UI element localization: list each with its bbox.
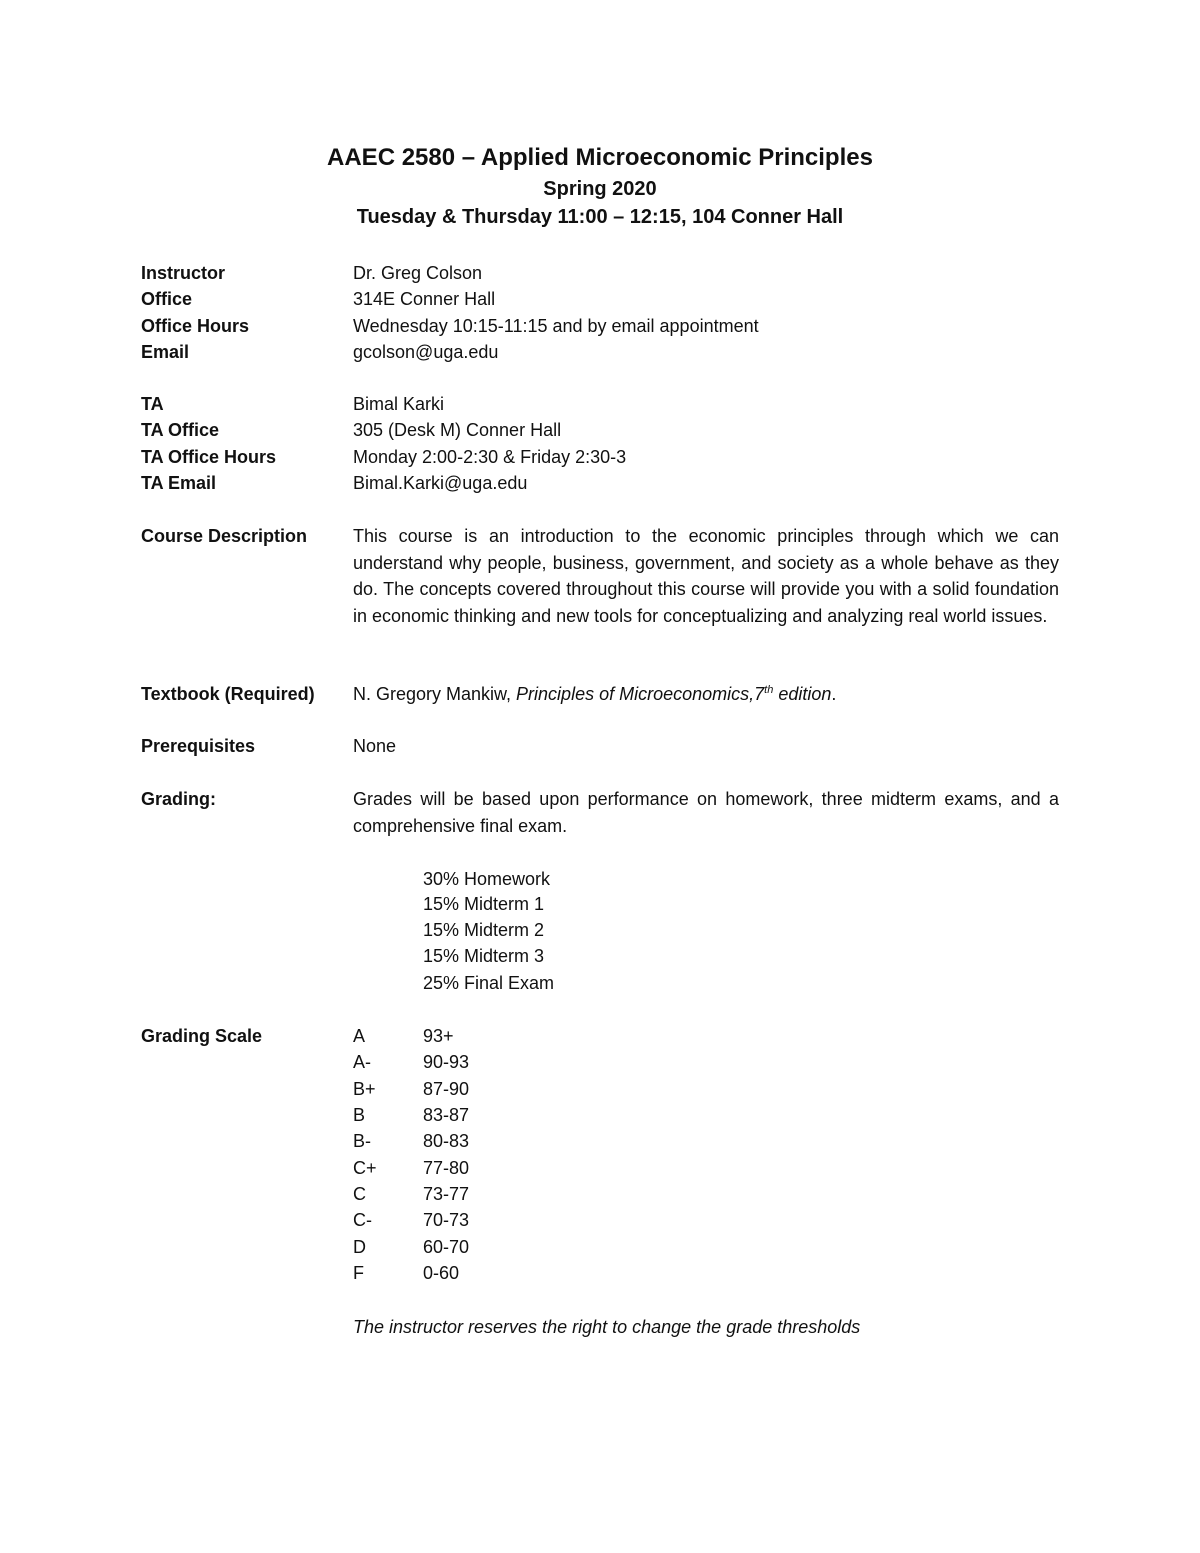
office-value: 314E Conner Hall	[353, 289, 496, 309]
scale-letter: D	[353, 1237, 366, 1257]
ta-label: TA	[141, 394, 164, 414]
scale-letter: F	[353, 1263, 364, 1283]
scale-letter: A-	[353, 1052, 371, 1072]
office-hours-value: Wednesday 10:15-11:15 and by email appointment	[353, 316, 759, 336]
grading-component: 15% Midterm 2	[423, 920, 545, 940]
course-description-text: This course is an introduction to the economic principles through which we can understand why people, business, government, and society as a whole behave as they do. The concepts covered throughout this course will provide you with a solid foundation in economic thinking and new tools for conceptualizing and analyzing real world issues.	[353, 526, 1059, 626]
prerequisites-label: Prerequisites	[141, 736, 256, 756]
ta-office-hours-label: TA Office Hours	[141, 447, 277, 467]
grading-component: 15% Midterm 3	[423, 946, 545, 966]
scale-letter: B+	[353, 1079, 376, 1099]
grade-threshold-note: The instructor reserves the right to change the grade thresholds	[353, 1317, 861, 1337]
scale-range: 77-80	[423, 1158, 470, 1178]
scale-range: 60-70	[423, 1237, 470, 1257]
scale-range: 80-83	[423, 1131, 470, 1151]
office-label: Office	[141, 289, 193, 309]
grading-label: Grading:	[141, 789, 216, 809]
office-hours-label: Office Hours	[141, 316, 250, 336]
scale-range: 90-93	[423, 1052, 470, 1072]
scale-range: 87-90	[423, 1079, 470, 1099]
scale-range: 0-60	[423, 1263, 460, 1283]
prerequisites-value: None	[353, 736, 397, 756]
email-value: gcolson@uga.edu	[353, 342, 499, 362]
grading-component: 15% Midterm 1	[423, 894, 545, 914]
textbook-author: N. Gregory Mankiw,	[353, 684, 517, 704]
ta-office-value: 305 (Desk M) Conner Hall	[353, 420, 562, 440]
scale-letter: C-	[353, 1210, 372, 1230]
scale-range: 70-73	[423, 1210, 470, 1230]
textbook-title: Principles of Microeconomics,7	[516, 684, 765, 704]
scale-letter: A	[353, 1026, 366, 1046]
grading-scale-label: Grading Scale	[141, 1026, 263, 1046]
email-label: Email	[141, 342, 190, 362]
ta-email-value: Bimal.Karki@uga.edu	[353, 473, 528, 493]
textbook-edition: edition	[773, 684, 832, 704]
scale-letter: B	[353, 1105, 366, 1125]
course-term: Spring 2020	[543, 178, 657, 200]
ta-email-label: TA Email	[141, 473, 217, 493]
scale-letter: C+	[353, 1158, 377, 1178]
scale-letter: C	[353, 1184, 366, 1204]
grading-component: 30% Homework	[423, 869, 551, 889]
scale-range: 73-77	[423, 1184, 470, 1204]
textbook-label: Textbook (Required)	[141, 684, 315, 704]
scale-letter: B-	[353, 1131, 371, 1151]
course-schedule: Tuesday & Thursday 11:00 – 12:15, 104 Conner Hall	[356, 206, 844, 228]
ta-office-label: TA Office	[141, 420, 220, 440]
ta-office-hours-value: Monday 2:00-2:30 & Friday 2:30-3	[353, 447, 627, 467]
instructor-label: Instructor	[141, 263, 226, 283]
textbook-value	[353, 681, 836, 707]
course-description-label: Course Description	[141, 526, 308, 546]
course-title: AAEC 2580 – Applied Microeconomic Principles	[327, 144, 873, 171]
ta-value: Bimal Karki	[353, 394, 445, 414]
textbook-period: .	[831, 684, 837, 704]
grading-component: 25% Final Exam	[423, 973, 555, 993]
textbook-edition-superscript: th	[764, 684, 774, 696]
grading-text: Grades will be based upon performance on homework, three midterm exams, and a comprehensive final exam.	[353, 789, 1059, 836]
instructor-value: Dr. Greg Colson	[353, 263, 483, 283]
scale-range: 93+	[423, 1026, 454, 1046]
scale-range: 83-87	[423, 1105, 470, 1125]
